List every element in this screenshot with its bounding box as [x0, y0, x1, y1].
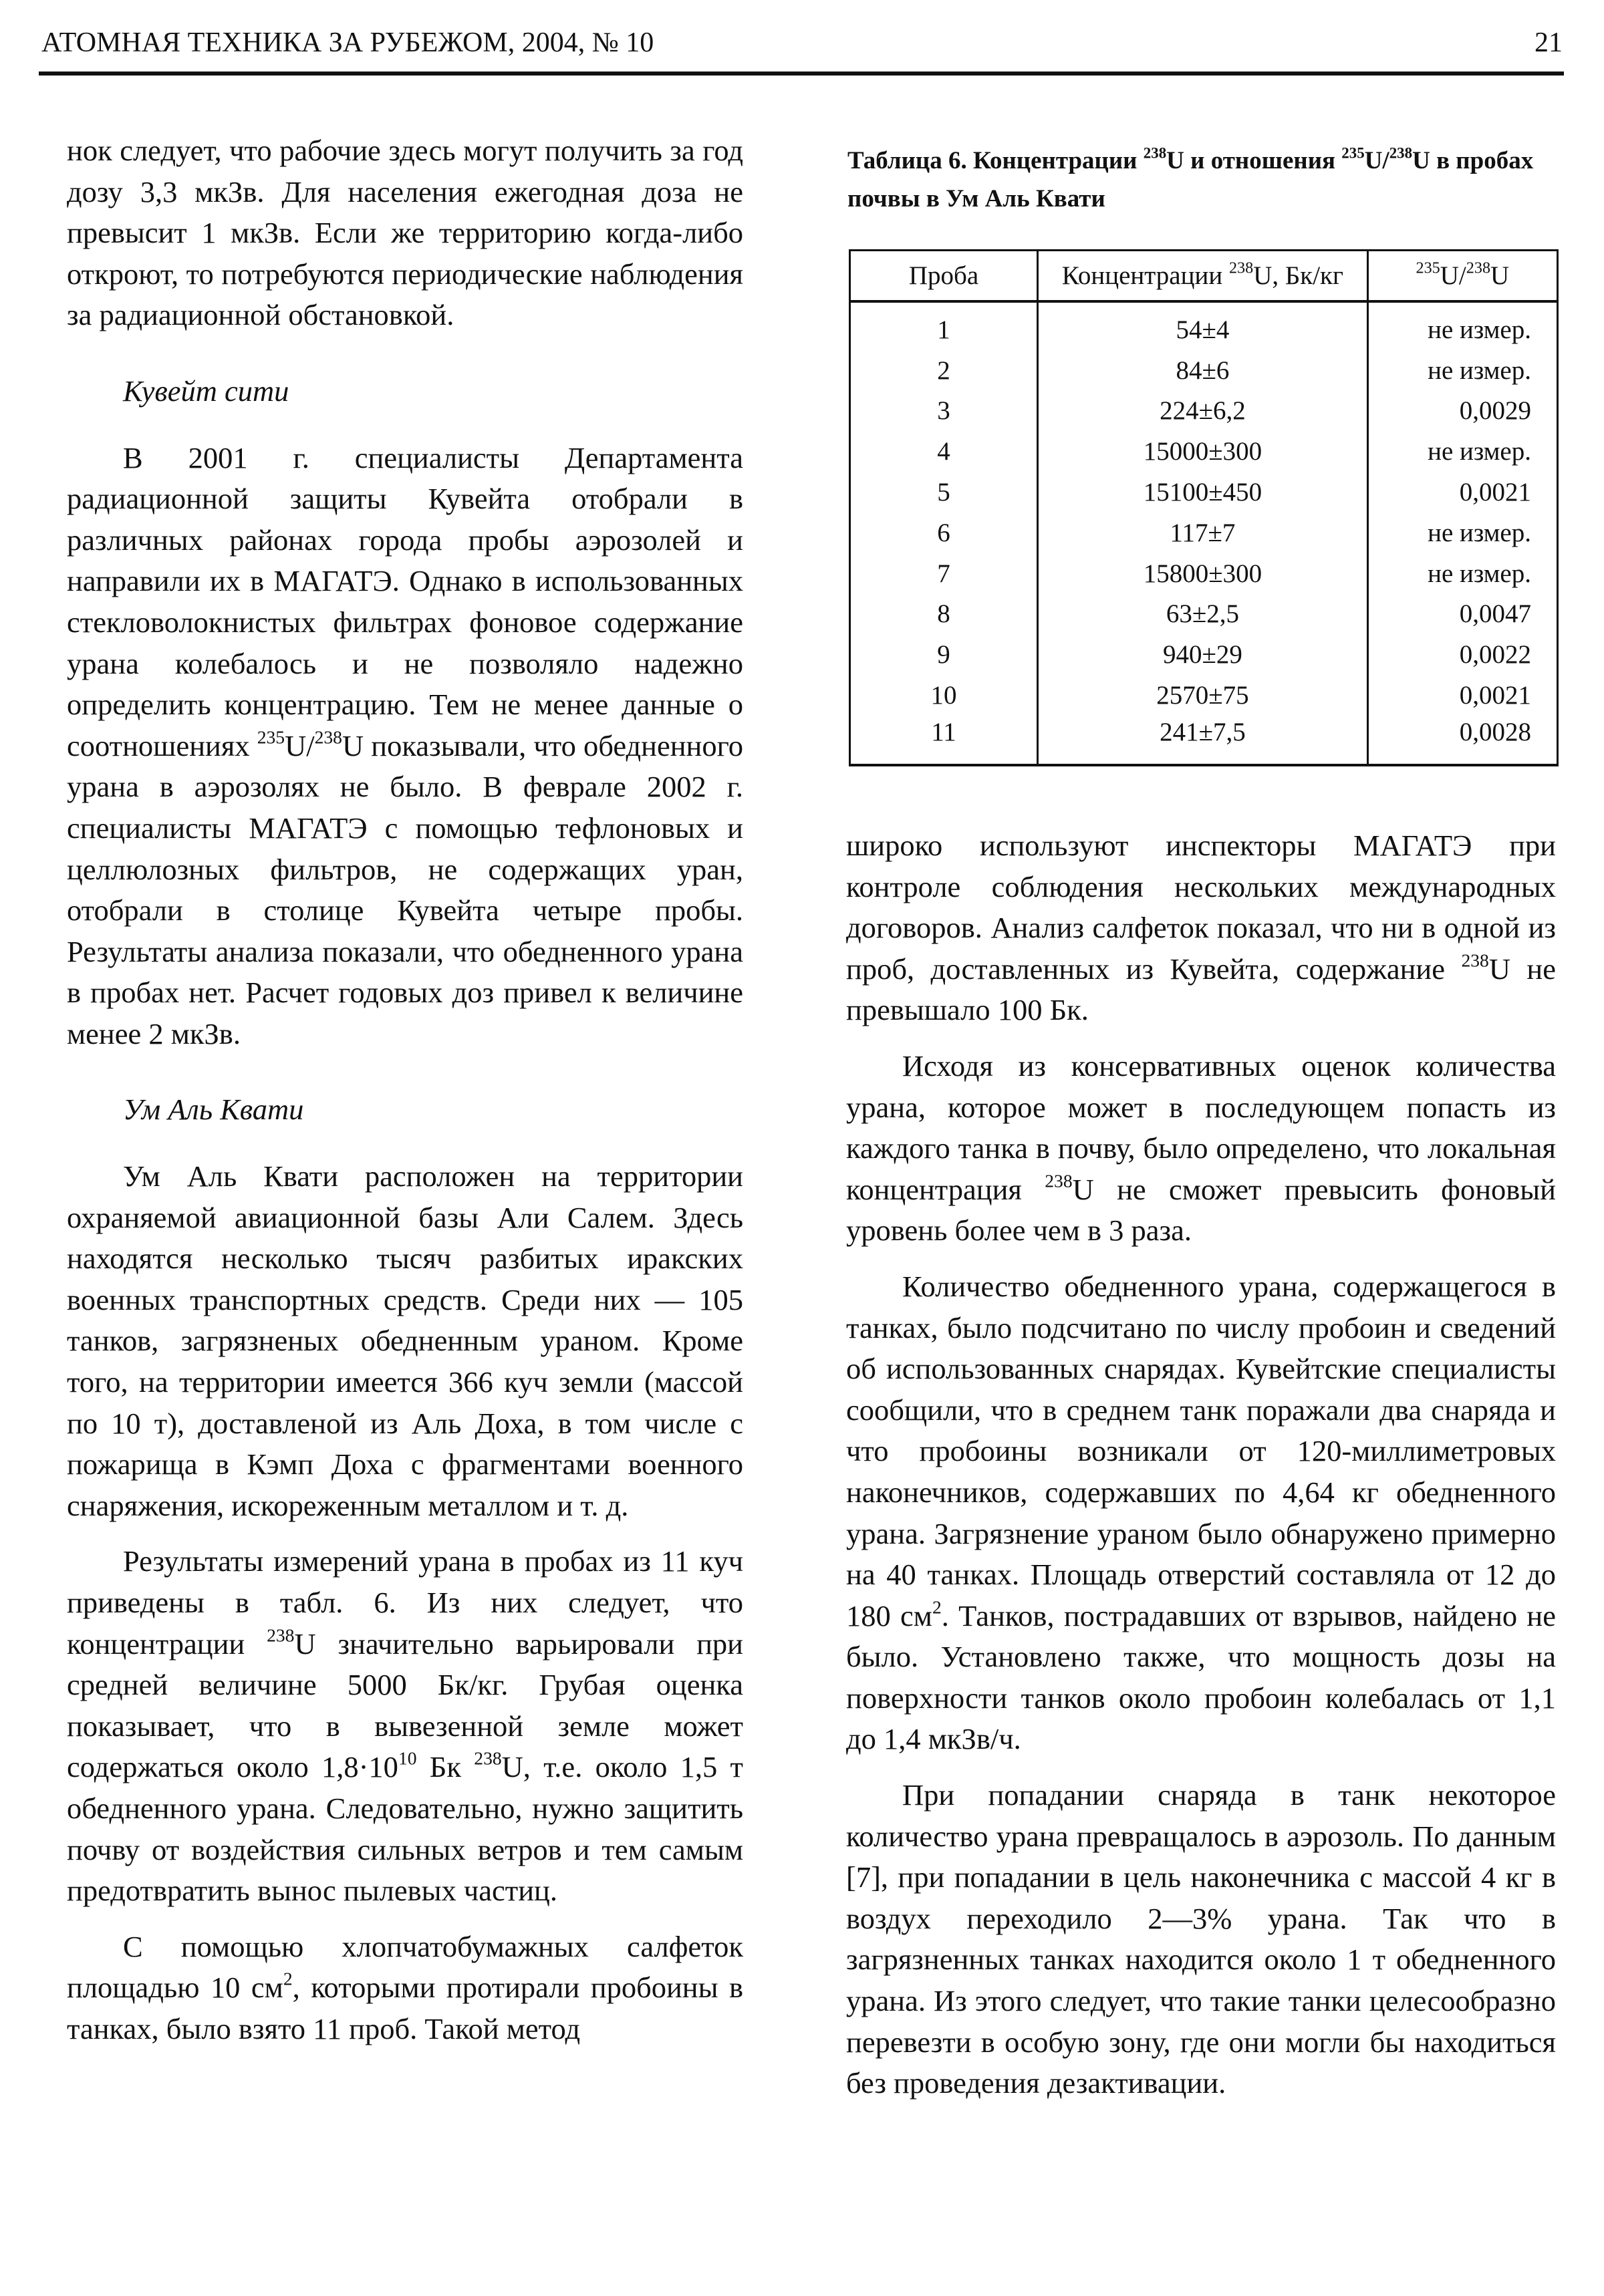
table-row: 9 940±29 0,0022 — [850, 634, 1558, 675]
paragraph: нок следует, что рабочие здесь могут получить за год дозу 3,3 мкЗв. Для населения ежегодная доза не превысит 1 мкЗв. Если же территорию когда-либо откроют, то потребуются периодические наблюдения за радиационной обстановкой. — [67, 134, 743, 332]
col-header-concentration: Концентрации $^{238}$U, Бк/кг — [1038, 251, 1368, 302]
table-header-row — [850, 251, 1558, 302]
paragraph: С помощью хлопчатобумажных салфеток площадью 10 $см^2$, которыми протирали пробоины в танках, было взято 11 проб. Такой метод — [67, 1929, 743, 2045]
running-header — [41, 27, 1563, 67]
paragraph: Ум Аль Квати расположен на территории охраняемой авиационной базы Али Салем. Здесь находятся несколько тысяч разбитых иракских военных транспортных средств. Среди них — 105 танков, загрязненых обедненным ураном. Кроме того, на территории имеется 366 куч земли (массой по 10 т), доставленой из Аль Доха, в том числе с пожарища в Кэмп Доха с фрагментами военного снаряжения, искореженным металлом и т. д. — [67, 1159, 743, 1522]
section-heading-kuwait-city: Кувейт сити — [123, 374, 289, 408]
col-header-ratio: $^{235}$U/$^{238}$U — [1367, 251, 1557, 302]
paragraph: Исходя из консервативных оценок количества урана, которое может в последующем попасть из каждого танка в почву, было определено, что локальная концентрация $^{238}$U не сможет превысить фоновый уровень более чем в 3 раза. — [846, 1048, 1556, 1248]
table-row: 4 15000±300 не измер. — [850, 431, 1558, 472]
paragraph: Количество обедненного урана, содержащегося в танках, было подсчитано по числу пробоин и сведений об использованных снарядах. Кувейтские специалисты сообщили, что в среднем танк поражали два снаряда и что пробоины возникали от 120-миллиметровых наконечников, содержавших по 4,64 кг обедненного урана. Загрязнение ураном было обнаружено примерно на 40 танках. Площадь отверстий составляла от 12 до 180 $см^2$. Танков, пострадавших от взрывов, найдено не было. Установлено также, что мощность дозы на поверхности танков около пробоин колебалась от 1,1 до 1,4 мкЗв/ч. — [846, 1269, 1556, 1756]
page-number: 21 — [1534, 27, 1563, 58]
journal-title: АТОМНАЯ ТЕХНИКА ЗА РУБЕЖОМ, 2004, № 10 — [41, 27, 654, 58]
table-row: 3 224±6,2 0,0029 — [850, 391, 1558, 432]
table-row: 6 117±7 не измер. — [850, 513, 1558, 553]
col-header-sample: Проба — [850, 251, 1038, 302]
left-column — [67, 130, 743, 2050]
table-row: 5 15100±450 0,0021 — [850, 472, 1558, 513]
header-rule — [39, 71, 1564, 76]
table-row: 11 241±7,5 0,0028 — [850, 716, 1558, 765]
right-column — [846, 825, 1556, 2104]
table-row: 10 2570±75 0,0021 — [850, 675, 1558, 716]
section-heading-umm-al-kwati: Ум Аль Квати — [123, 1093, 304, 1127]
paragraph: Результаты измерений урана в пробах из 11 куч приведены в табл. 6. Из них следует, что концентрации $^{238}$U значительно варьировали при средней величине 5000 Бк/кг. Грубая оценка показывает, что в вывезенной земле может содержаться около $1,8\cdot 10^{10}$ Бк $^{238}$U, т.е. около 1,5 т обедненного урана. Следовательно, нужно защитить почву от воздействия сильных ветров и тем самым предотвратить вынос пылевых частиц. — [67, 1544, 743, 1908]
table-6 — [849, 249, 1559, 766]
table-caption: Таблица 6. Концентрации $^{238}$U и отношения $^{235}$U/$^{238}$U в пробах почвы в Ум Аль Квати — [847, 144, 1534, 212]
table-row: 2 84±6 не измер. — [850, 350, 1558, 391]
paragraph: В 2001 г. специалисты Департамента радиационной защиты Кувейта отобрали в различных районах города пробы аэрозолей и направили их в МАГАТЭ. Однако в использованных стекловолокнистых фильтрах фоновое содержание урана колебалось и не позволяло надежно определить концентрацию. Тем не менее данные о соотношениях $^{235}$U/$^{238}$U показывали, что обедненного урана в аэрозолях не было. В феврале 2002 г. специалисты МАГАТЭ с помощью тефлоновых и целлюлозных фильтров, не содержащих уран, отобрали в столице Кувейта четыре пробы. Результаты анализа показали, что обедненного урана в пробах нет. Расчет годовых доз привел к величине менее 2 мкЗв. — [67, 440, 744, 1050]
paragraph: При попадании снаряда в танк некоторое количество урана превращалось в аэрозоль. По данным [7], при попадании в цель наконечника с массой 4 кг в воздух переходило 2—3% урана. Так что в загрязненных танках находится около 1 т обедненного урана. Из этого следует, что такие танки целесообразно перевезти в особую зону, где они могли бы находиться без проведения дезактивации. — [846, 1778, 1556, 2100]
table-row: 7 15800±300 не измер. — [850, 553, 1558, 594]
table-row: 8 63±2,5 0,0047 — [850, 594, 1558, 635]
paragraph: широко используют инспекторы МАГАТЭ при контроле соблюдения нескольких международных договоров. Анализ салфеток показал, что ни в одной из проб, доставленных из Кувейта, содержание $^{238}$U не превышало 100 Бк. — [846, 829, 1556, 1027]
table-row: 1 54±4 не измер. — [850, 301, 1558, 350]
